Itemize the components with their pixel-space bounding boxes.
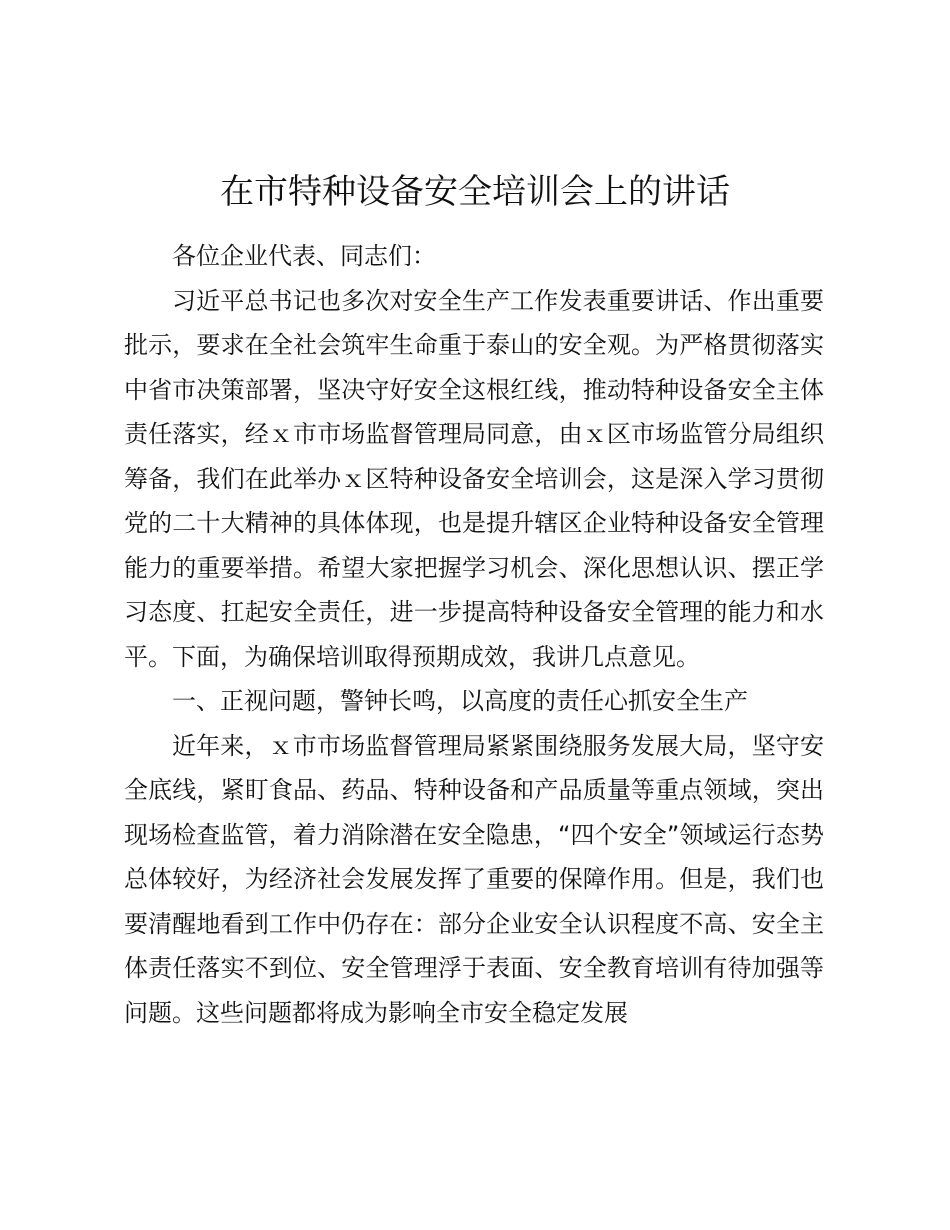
document-title: 在市特种设备安全培训会上的讲话 [220, 172, 730, 212]
document-body [124, 234, 824, 1035]
section-heading: 一、正视问题，警钟长鸣，以高度的责任心抓安全生产 [172, 687, 748, 715]
section-paragraph: 近年来，ｘ市市场监督管理局紧紧围绕服务发展大局，坚守安全底线，紧盯食品、药品、特种设备和产品质量等重点领域，突出现场检查监管，着力消除潜在安全隐患，“四个安全”领域运行态势总体较好，为经济社会发展发挥了重要的保障作用。但是，我们也要清醒地看到工作中仍存在：部分企业安全认识程度不高、安全主体责任落实不到位、安全管理浮于表面、安全教育培训有待加强等问题。这些问题都将成为影响全市安全稳定发展 [124, 731, 824, 1027]
intro-paragraph: 习近平总书记也多次对安全生产工作发表重要讲话、作出重要批示，要求在全社会筑牢生命重于泰山的安全观。为严格贯彻落实中省市决策部署，坚决守好安全这根红线，推动特种设备安全主体责任落实，经ｘ市市场监督管理局同意，由ｘ区市场监管分局组织筹备，我们在此举办ｘ区特种设备安全培训会，这是深入学习贯彻党的二十大精神的具体体现，也是提升辖区企业特种设备安全管理能力的重要举措。希望大家把握学习机会、深化思想认识、摆正学习态度、扛起安全责任，进一步提高特种设备安全管理的能力和水平。下面，为确保培训取得预期成效，我讲几点意见。 [124, 286, 824, 671]
salutation: 各位企业代表、同志们： [172, 242, 436, 270]
